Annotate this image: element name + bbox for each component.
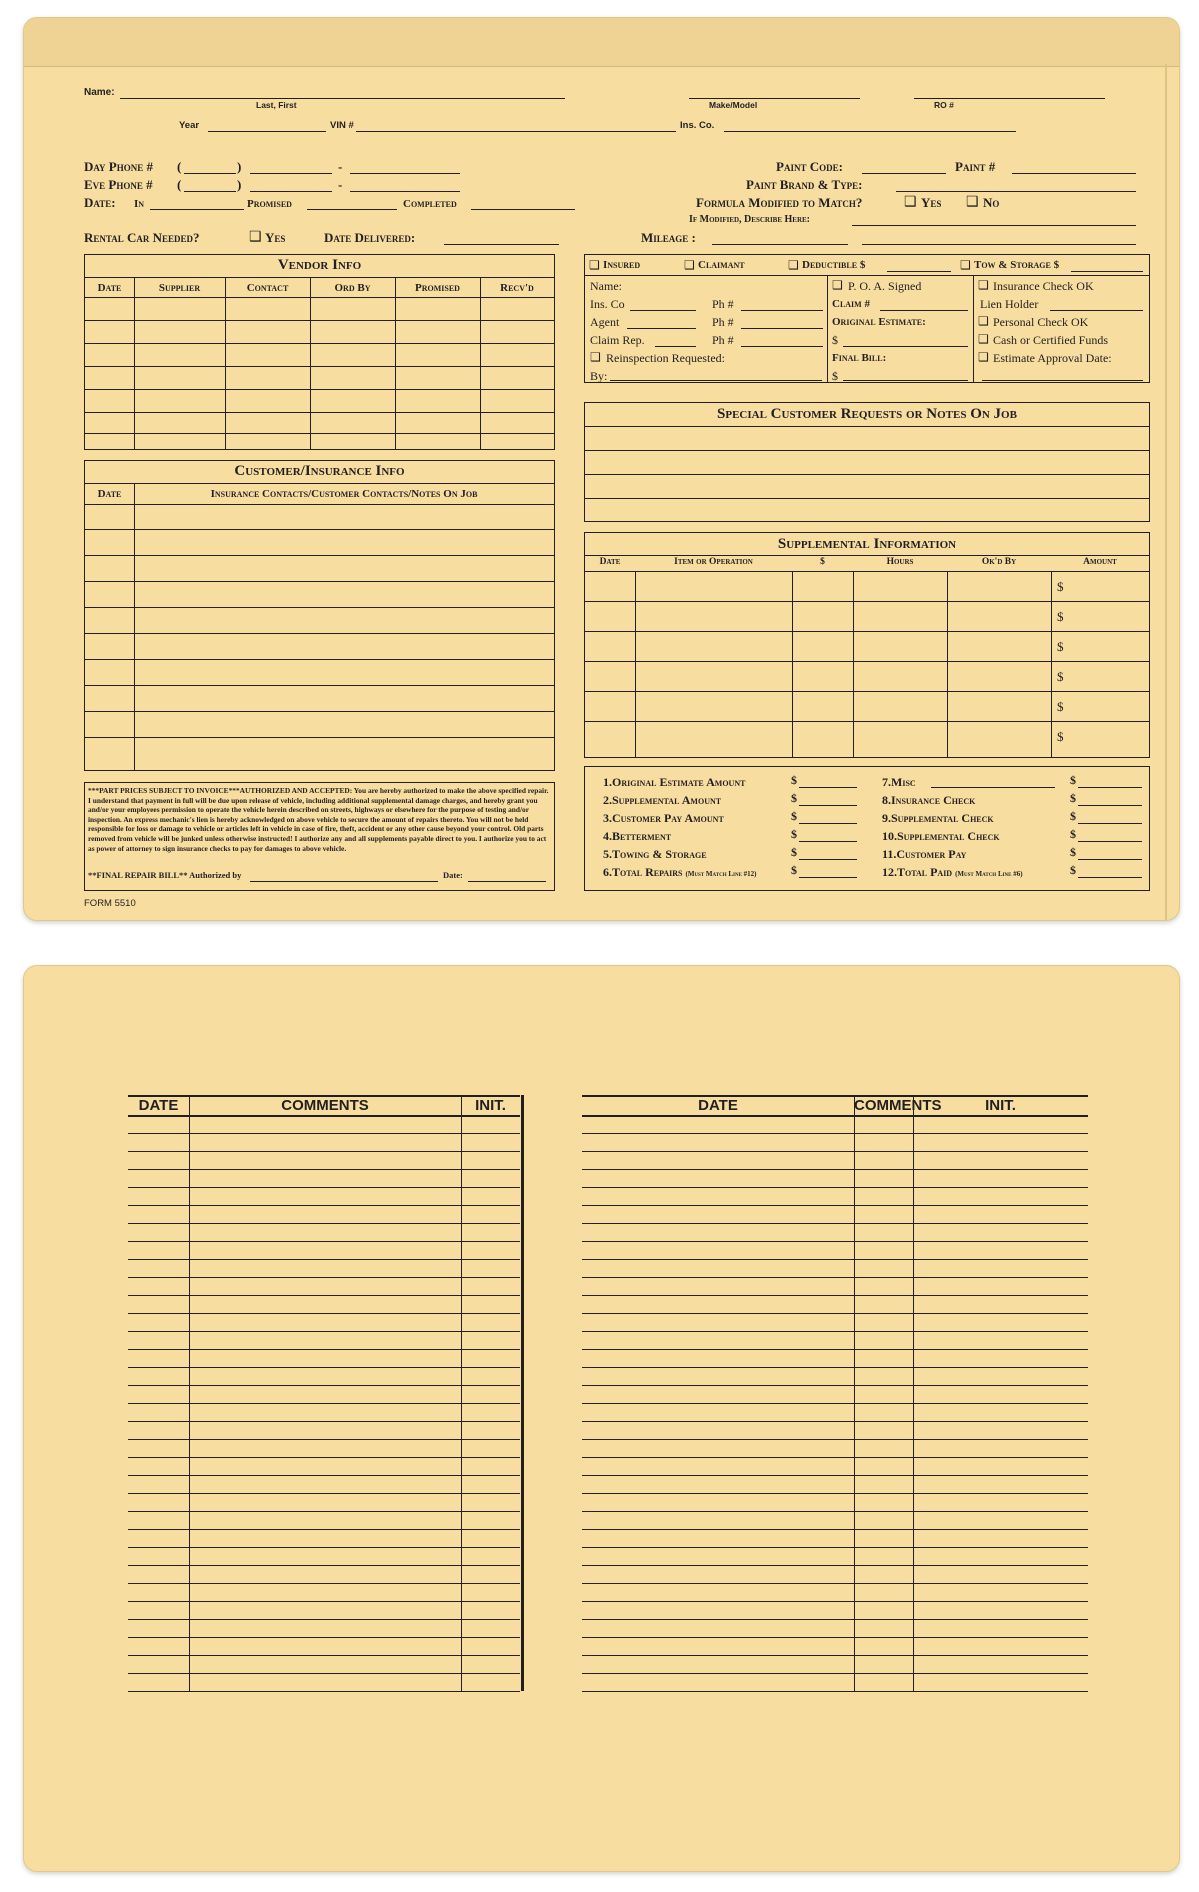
special-requests-box [584,402,1150,522]
name-label: Name: [84,87,115,98]
comment-row-line [582,1151,1088,1152]
original-estimate-dollar: $ [832,333,838,347]
final-bill-field[interactable] [843,380,968,381]
supp-col-okd-by: Ok'd By [981,557,1017,567]
paint-code-field[interactable] [862,173,946,174]
comment-row-line [582,1493,1088,1494]
vendor-col-date: Date [97,282,122,294]
comment-row-line [582,1223,1088,1224]
supplemental-table [584,532,1150,758]
promised-label: Promised [247,198,292,210]
day-phone-area-field[interactable] [184,173,236,174]
insured-checkbox[interactable]: ❑ [589,258,600,272]
totals-box [584,766,1150,891]
comment-row-line [582,1385,1088,1386]
totals-amount-field[interactable] [1078,805,1142,806]
customer-insurance-table [84,460,555,771]
authorization-date-field[interactable] [468,881,546,882]
totals-label: 4.Betterment [603,829,672,843]
supp-amount-dollar: $ [1057,609,1064,624]
comment-row-line [582,1547,1088,1548]
comment-row-line [582,1313,1088,1314]
formula-yes-checkbox[interactable]: ❑ [904,195,917,210]
agent-field[interactable] [627,328,696,329]
totals-amount-field[interactable] [1078,823,1142,824]
comment-row-line [582,1133,1088,1134]
ro-field[interactable] [914,98,1105,99]
customer-col-notes: Insurance Contacts/Customer Contacts/Notes On Job [210,488,478,500]
original-estimate-label: Original Estimate: [832,316,926,328]
deductible-label: Deductible $ [802,259,866,271]
comment-row-line [582,1349,1088,1350]
deductible-checkbox[interactable]: ❑ [788,258,799,272]
totals-label: 7.Misc [882,775,916,789]
ins-name-label: Name: [590,279,622,293]
comment-row-line [582,1259,1088,1260]
cash-certified-label: Cash or Certified Funds [993,333,1108,347]
vendor-info-table [84,254,555,450]
totals-row [603,863,757,881]
totals-dollar: $ [791,809,797,823]
totals-dollar: $ [791,863,797,877]
totals-amount-field[interactable] [799,787,857,788]
totals-row [603,809,727,827]
supp-amount-dollar: $ [1057,729,1064,744]
day-phone-label: Day Phone # [84,159,154,174]
date-delivered-field[interactable] [444,244,559,245]
mileage-field-2[interactable] [862,244,1136,245]
eve-phone-prefix-field[interactable] [250,191,332,192]
claim-rep-ph-field[interactable] [741,346,823,347]
vendor-col-ord-by: Ord By [334,282,371,294]
comment-row-line [582,1241,1088,1242]
in-label: In [134,198,145,210]
date-delivered-label: Date Delivered: [324,230,416,245]
totals-row [603,827,674,845]
comments-col-date: DATE [698,1097,738,1114]
ins-co-ph-field[interactable] [741,310,823,311]
ins-co-field[interactable] [724,131,1016,132]
formula-no-label: No [983,195,1000,210]
comment-row-line [582,1295,1088,1296]
totals-dollar: $ [791,773,797,787]
final-bill-label: Final Bill: [832,352,887,364]
misc-description-field[interactable] [931,787,1055,788]
formula-yes-label: Yes [921,195,942,210]
folder-flap [24,18,1179,67]
if-modified-field[interactable] [852,225,1136,226]
cash-certified-checkbox[interactable]: ❑ [978,332,989,346]
supp-amount-dollar: $ [1057,669,1064,684]
comment-row-line [582,1691,1088,1692]
folder-edge [1165,64,1167,920]
comment-row-line [582,1187,1088,1188]
formula-no-checkbox[interactable]: ❑ [966,195,979,210]
agent-ph-field[interactable] [741,328,823,329]
supplemental-title: Supplemental Information [777,536,957,552]
header-rule [582,1115,1088,1117]
dash: - [338,159,343,174]
center-divider [521,1095,524,1691]
make-model-label: Make/Model [709,100,758,110]
comment-row-line [582,1403,1088,1404]
vin-field[interactable] [356,131,676,132]
comment-row-line [582,1457,1088,1458]
mileage-label: Mileage : [641,230,696,245]
final-repair-bill-label: **FINAL REPAIR BILL** Authorized by [88,870,242,880]
completed-label: Completed [403,198,457,210]
comments-col-init: INIT. [475,1097,506,1114]
comment-row-line [582,1511,1088,1512]
eve-phone-number-field[interactable] [350,191,460,192]
by-field[interactable] [610,380,822,381]
agent-label: Agent [590,315,620,329]
day-phone-prefix-field[interactable] [250,173,332,174]
totals-label: 6.Total Repairs [603,865,683,879]
if-modified-label: If Modified, Describe Here: [689,214,811,225]
comment-row-line [582,1475,1088,1476]
comments-col-date: DATE [138,1097,179,1114]
totals-row [882,863,1023,881]
ins-co-label: Ins. Co. [680,120,715,131]
totals-amount-field[interactable] [1078,859,1142,860]
deductible-field[interactable] [887,271,951,272]
comments-col-comments: COMMENTS [854,1097,942,1114]
totals-amount-field[interactable] [799,823,857,824]
front-form-sheet [23,17,1180,921]
column-divider [461,1095,462,1691]
totals-dollar: $ [1070,773,1076,787]
ins-co-label-box: Ins. Co [590,297,625,311]
comment-row-line [128,1691,520,1692]
make-model-field[interactable] [689,98,860,99]
customer-col-date: Date [97,488,122,500]
paren: ) [237,159,242,174]
totals-dollar: $ [1070,845,1076,859]
supp-col-dollar: $ [820,557,825,567]
totals-amount-field[interactable] [1078,877,1142,878]
comment-row-line [582,1205,1088,1206]
form-number: FORM 5510 [84,898,136,909]
supp-col-date: Date [599,557,621,567]
totals-label: 10.Supplemental Check [882,829,1000,843]
paint-brand-field[interactable] [896,191,1136,192]
tow-storage-field[interactable] [1071,271,1143,272]
insurance-check-ok-checkbox[interactable]: ❑ [978,278,989,292]
paint-number-field[interactable] [1012,173,1136,174]
original-estimate-field[interactable] [843,346,968,347]
comment-row-line [582,1277,1088,1278]
date-in-field[interactable] [150,209,244,210]
authorization-date-label: Date: [443,870,463,880]
totals-row [603,845,710,863]
totals-label: 3.Customer Pay Amount [603,811,724,825]
claimant-label: Claimant [698,259,745,271]
year-label: Year [179,120,200,131]
customer-insurance-title: Customer/Insurance Info [234,463,405,479]
totals-dollar: $ [791,845,797,859]
insurance-check-ok-label: Insurance Check OK [993,279,1094,293]
totals-note: (Must Match Line #12) [685,870,757,878]
ins-co-ph-label: Ph # [712,297,734,311]
comment-row-line [582,1601,1088,1602]
year-field[interactable] [208,131,326,132]
comments-col-comments: COMMENTS [281,1097,369,1114]
totals-label: 8.Insurance Check [882,793,976,807]
claim-rep-field[interactable] [655,346,696,347]
poa-checkbox[interactable]: ❑ [832,278,843,292]
estimate-approval-checkbox[interactable]: ❑ [978,350,989,364]
back-comments-sheet [23,965,1180,1872]
ro-label: RO # [934,100,954,110]
paren: ( [177,177,182,192]
ins-co-box-field[interactable] [630,310,696,311]
reinspection-label: Reinspection Requested: [606,351,725,365]
insured-label: Insured [603,259,641,271]
by-label: By: [590,369,608,383]
paint-brand-label: Paint Brand & Type: [746,177,863,192]
paint-code-label: Paint Code: [776,159,843,174]
comment-row-line [582,1439,1088,1440]
day-phone-number-field[interactable] [350,173,460,174]
rental-car-label: Rental Car Needed? [84,230,200,245]
totals-row [882,827,1003,845]
authorization-box [84,782,555,891]
comment-row-line [582,1655,1088,1656]
authorization-text: ***PART PRICES SUBJECT TO INVOICE***AUTHORIZED AND ACCEPTED: You are hereby authorized to make the above specified repair. I understand that payment in full will be due upon release of vehicle, including additional supplemental damage charges, and hereby grant you and/or your employees permission to operate the vehicle herein described on streets, highways or elsewhere for the purpose of testing and/or inspection. An express mechanic's lien is hereby acknowledged on above vehicle to secure the amount of repairs thereto. You will not be held responsible for loss or damage to vehicle or articles left in vehicle in case of fire, theft, accident or any other cause beyond your control. Old parts removed from vehicle will be junked unless otherwise instructed! I authorize any and all supplements payable direct to you. I authorize you to act as power of attorney to sign insurance checks to pay for damages to above vehicle. [88,786,549,853]
totals-row [882,845,969,863]
final-bill-dollar: $ [832,369,838,383]
tow-storage-checkbox[interactable]: ❑ [960,258,971,272]
totals-dollar: $ [1070,827,1076,841]
comment-row-line [582,1565,1088,1566]
reinspection-checkbox[interactable]: ❑ [590,350,601,364]
totals-dollar: $ [1070,809,1076,823]
supp-col-hours: Hours [886,557,914,567]
supp-col-item: Item or Operation [674,557,753,567]
totals-amount-field[interactable] [1078,787,1142,788]
totals-dollar: $ [1070,863,1076,877]
totals-note: (Must Match Line #6) [955,870,1023,878]
comment-row-line [582,1673,1088,1674]
totals-dollar: $ [1070,791,1076,805]
paren: ) [237,177,242,192]
poa-label: P. O. A. Signed [848,279,922,293]
totals-row [882,809,997,827]
lien-holder-field[interactable] [1050,310,1143,311]
supp-amount-dollar: $ [1057,639,1064,654]
column-divider [189,1095,190,1691]
totals-label: 11.Customer Pay [882,847,967,861]
vendor-info-title: Vendor Info [277,257,362,273]
totals-label: 12.Total Paid [882,865,953,879]
dash: - [338,177,343,192]
mileage-field-1[interactable] [712,244,848,245]
eve-phone-label: Eve Phone # [84,177,153,192]
totals-row [603,791,724,809]
vendor-col-recvd: Recv'd [500,282,534,294]
vendor-col-promised: Promised [415,282,460,294]
totals-label: 5.Towing & Storage [603,847,707,861]
date-promised-field[interactable] [307,209,397,210]
totals-label: 1.Original Estimate Amount [603,775,746,789]
totals-dollar: $ [791,791,797,805]
eve-phone-area-field[interactable] [184,191,236,192]
date-completed-field[interactable] [471,209,575,210]
comments-col-init: INIT. [985,1097,1016,1114]
name-field[interactable] [120,98,565,99]
column-divider [854,1095,855,1691]
totals-amount-field[interactable] [799,805,857,806]
agent-ph-label: Ph # [712,315,734,329]
paint-number-label: Paint # [955,159,996,174]
estimate-approval-field[interactable] [982,380,1143,381]
last-first-label: Last, First [256,100,297,110]
totals-label: 2.Supplemental Amount [603,793,722,807]
special-requests-title: Special Customer Requests or Notes On Job [717,406,1017,422]
supp-amount-dollar: $ [1057,699,1064,714]
comment-row-line [582,1331,1088,1332]
date-label: Date: [84,195,116,210]
claim-rep-label: Claim Rep. [590,333,645,347]
authorized-by-field[interactable] [250,881,438,882]
vin-label: VIN # [330,120,354,131]
vendor-col-contact: Contact [246,282,289,294]
formula-modified-label: Formula Modified to Match? [696,195,863,210]
comment-row-line [582,1529,1088,1530]
totals-row [882,791,978,809]
rental-yes-label: Yes [265,230,286,245]
column-divider [913,1095,914,1691]
claim-number-field[interactable] [880,310,968,311]
personal-check-checkbox[interactable]: ❑ [978,314,989,328]
totals-dollar: $ [791,827,797,841]
tow-storage-label: Tow & Storage $ [974,259,1060,271]
totals-amount-field[interactable] [799,859,857,860]
claimant-checkbox[interactable]: ❑ [684,258,695,272]
comment-row-line [582,1619,1088,1620]
lien-holder-label: Lien Holder [980,297,1039,311]
insurance-box [584,254,1150,383]
estimate-approval-label: Estimate Approval Date: [993,351,1112,365]
totals-amount-field[interactable] [1078,841,1142,842]
totals-row [603,773,748,791]
comment-row-line [582,1169,1088,1170]
totals-amount-field[interactable] [799,841,857,842]
comment-row-line [582,1583,1088,1584]
totals-row [882,773,919,791]
comment-row-line [582,1367,1088,1368]
vendor-col-supplier: Supplier [158,282,201,294]
comment-row-line [582,1421,1088,1422]
paren: ( [177,159,182,174]
personal-check-label: Personal Check OK [993,315,1089,329]
claim-number-label: Claim # [832,298,870,310]
claim-rep-ph-label: Ph # [712,333,734,347]
totals-label: 9.Supplemental Check [882,811,994,825]
supp-col-amount: Amount [1083,557,1117,567]
rental-yes-checkbox[interactable]: ❑ [249,230,262,245]
totals-amount-field[interactable] [799,877,857,878]
comments-table [128,1095,1088,1695]
comment-row-line [582,1637,1088,1638]
supp-amount-dollar: $ [1057,579,1064,594]
